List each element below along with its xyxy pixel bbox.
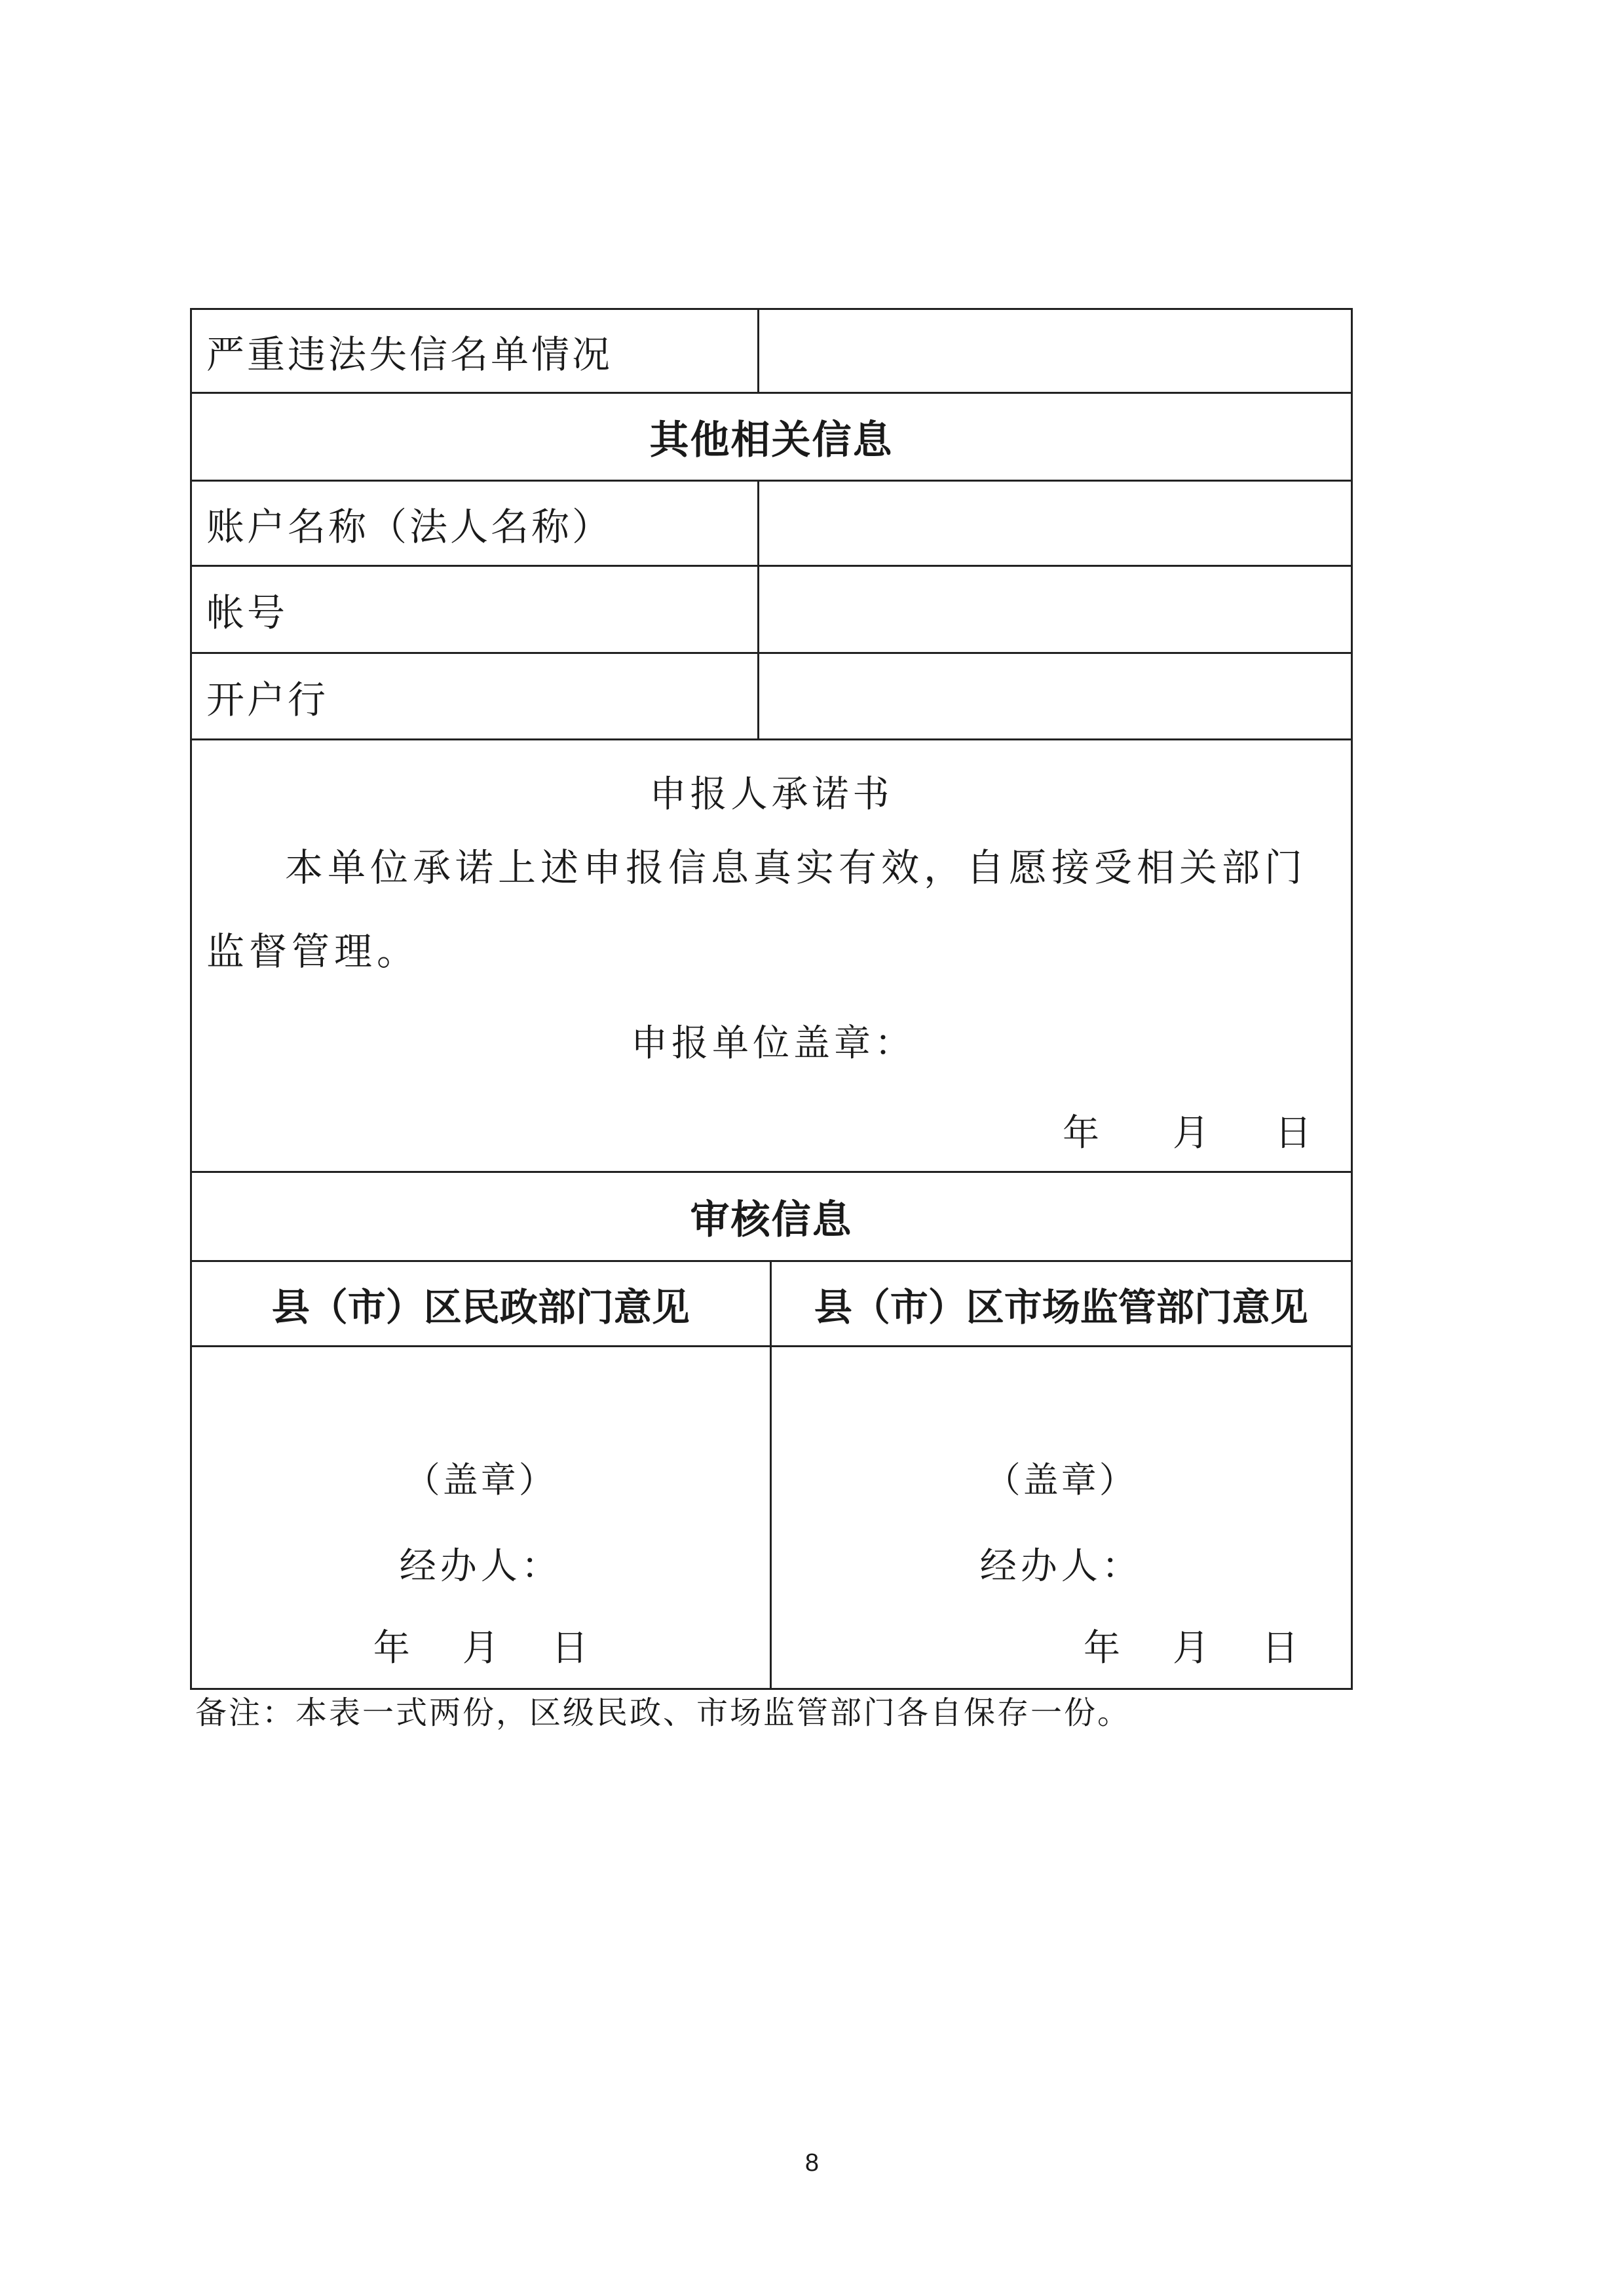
page-number: 8 [804, 2149, 820, 2177]
civil-affairs-title: 县（市）区民政部门意见 [192, 1262, 770, 1347]
application-form-table [190, 308, 1353, 1690]
market-supervision-handler: 经办人： [979, 1545, 1142, 1588]
account-name-field[interactable] [759, 482, 1351, 565]
account-number-field[interactable] [759, 567, 1351, 652]
date-day-label: 日 [1275, 1112, 1312, 1155]
date-gap [410, 1619, 463, 1672]
violation-value-field[interactable] [759, 310, 1351, 392]
civil-affairs-opinion [192, 1262, 772, 1688]
date-day-label: 日 [551, 1627, 588, 1670]
market-supervision-date [772, 1619, 1351, 1672]
bank-row [192, 654, 1351, 740]
date-year-label: 年 [373, 1627, 410, 1670]
date-year-label: 年 [1084, 1627, 1120, 1670]
date-gap [1099, 1104, 1173, 1157]
bank-field[interactable] [759, 654, 1351, 738]
pledge-body: 本单位承诺上述申报信息真实有效，自愿接受相关部门监督管理。 [206, 845, 1308, 974]
pledge-title: 申报人承诺书 [649, 773, 894, 816]
market-supervision-opinion-area[interactable] [772, 1347, 1351, 1688]
applicant-seal-label: 申报单位盖章： [631, 1022, 915, 1065]
date-gap [1120, 1619, 1173, 1672]
pledge-date [1063, 1104, 1312, 1157]
date-gap [499, 1619, 552, 1672]
other-info-header-row [192, 394, 1351, 482]
civil-affairs-seal: （盖章） [404, 1459, 557, 1501]
civil-affairs-date [192, 1619, 770, 1672]
date-gap [1209, 1104, 1275, 1157]
market-supervision-title: 县（市）区市场监管部门意见 [772, 1262, 1351, 1347]
date-day-label: 日 [1262, 1627, 1298, 1670]
violation-label: 严重违法失信名单情况 [192, 310, 759, 392]
date-gap [1209, 1619, 1262, 1672]
account-number-label: 帐号 [192, 567, 759, 652]
date-year-label: 年 [1063, 1112, 1099, 1155]
market-supervision-seal: （盖章） [985, 1459, 1137, 1501]
date-month-label: 月 [1173, 1627, 1209, 1670]
review-grid [192, 1262, 1351, 1688]
account-number-row [192, 567, 1351, 654]
civil-affairs-opinion-area[interactable] [192, 1347, 770, 1688]
market-supervision-opinion [772, 1262, 1351, 1688]
pledge-section [192, 740, 1351, 1173]
date-month-label: 月 [462, 1627, 499, 1670]
review-header: 审核信息 [690, 1196, 853, 1243]
date-month-label: 月 [1173, 1112, 1209, 1155]
form-note: 备注：本表一式两份，区级民政、市场监管部门各自保存一份。 [195, 1694, 1131, 1731]
account-name-label: 账户名称（法人名称） [192, 482, 759, 565]
civil-affairs-handler: 经办人： [399, 1545, 562, 1588]
account-name-row [192, 482, 1351, 567]
violation-row [192, 310, 1351, 394]
bank-label: 开户行 [192, 654, 759, 738]
other-info-header: 其他相关信息 [649, 417, 894, 463]
review-header-row [192, 1173, 1351, 1262]
